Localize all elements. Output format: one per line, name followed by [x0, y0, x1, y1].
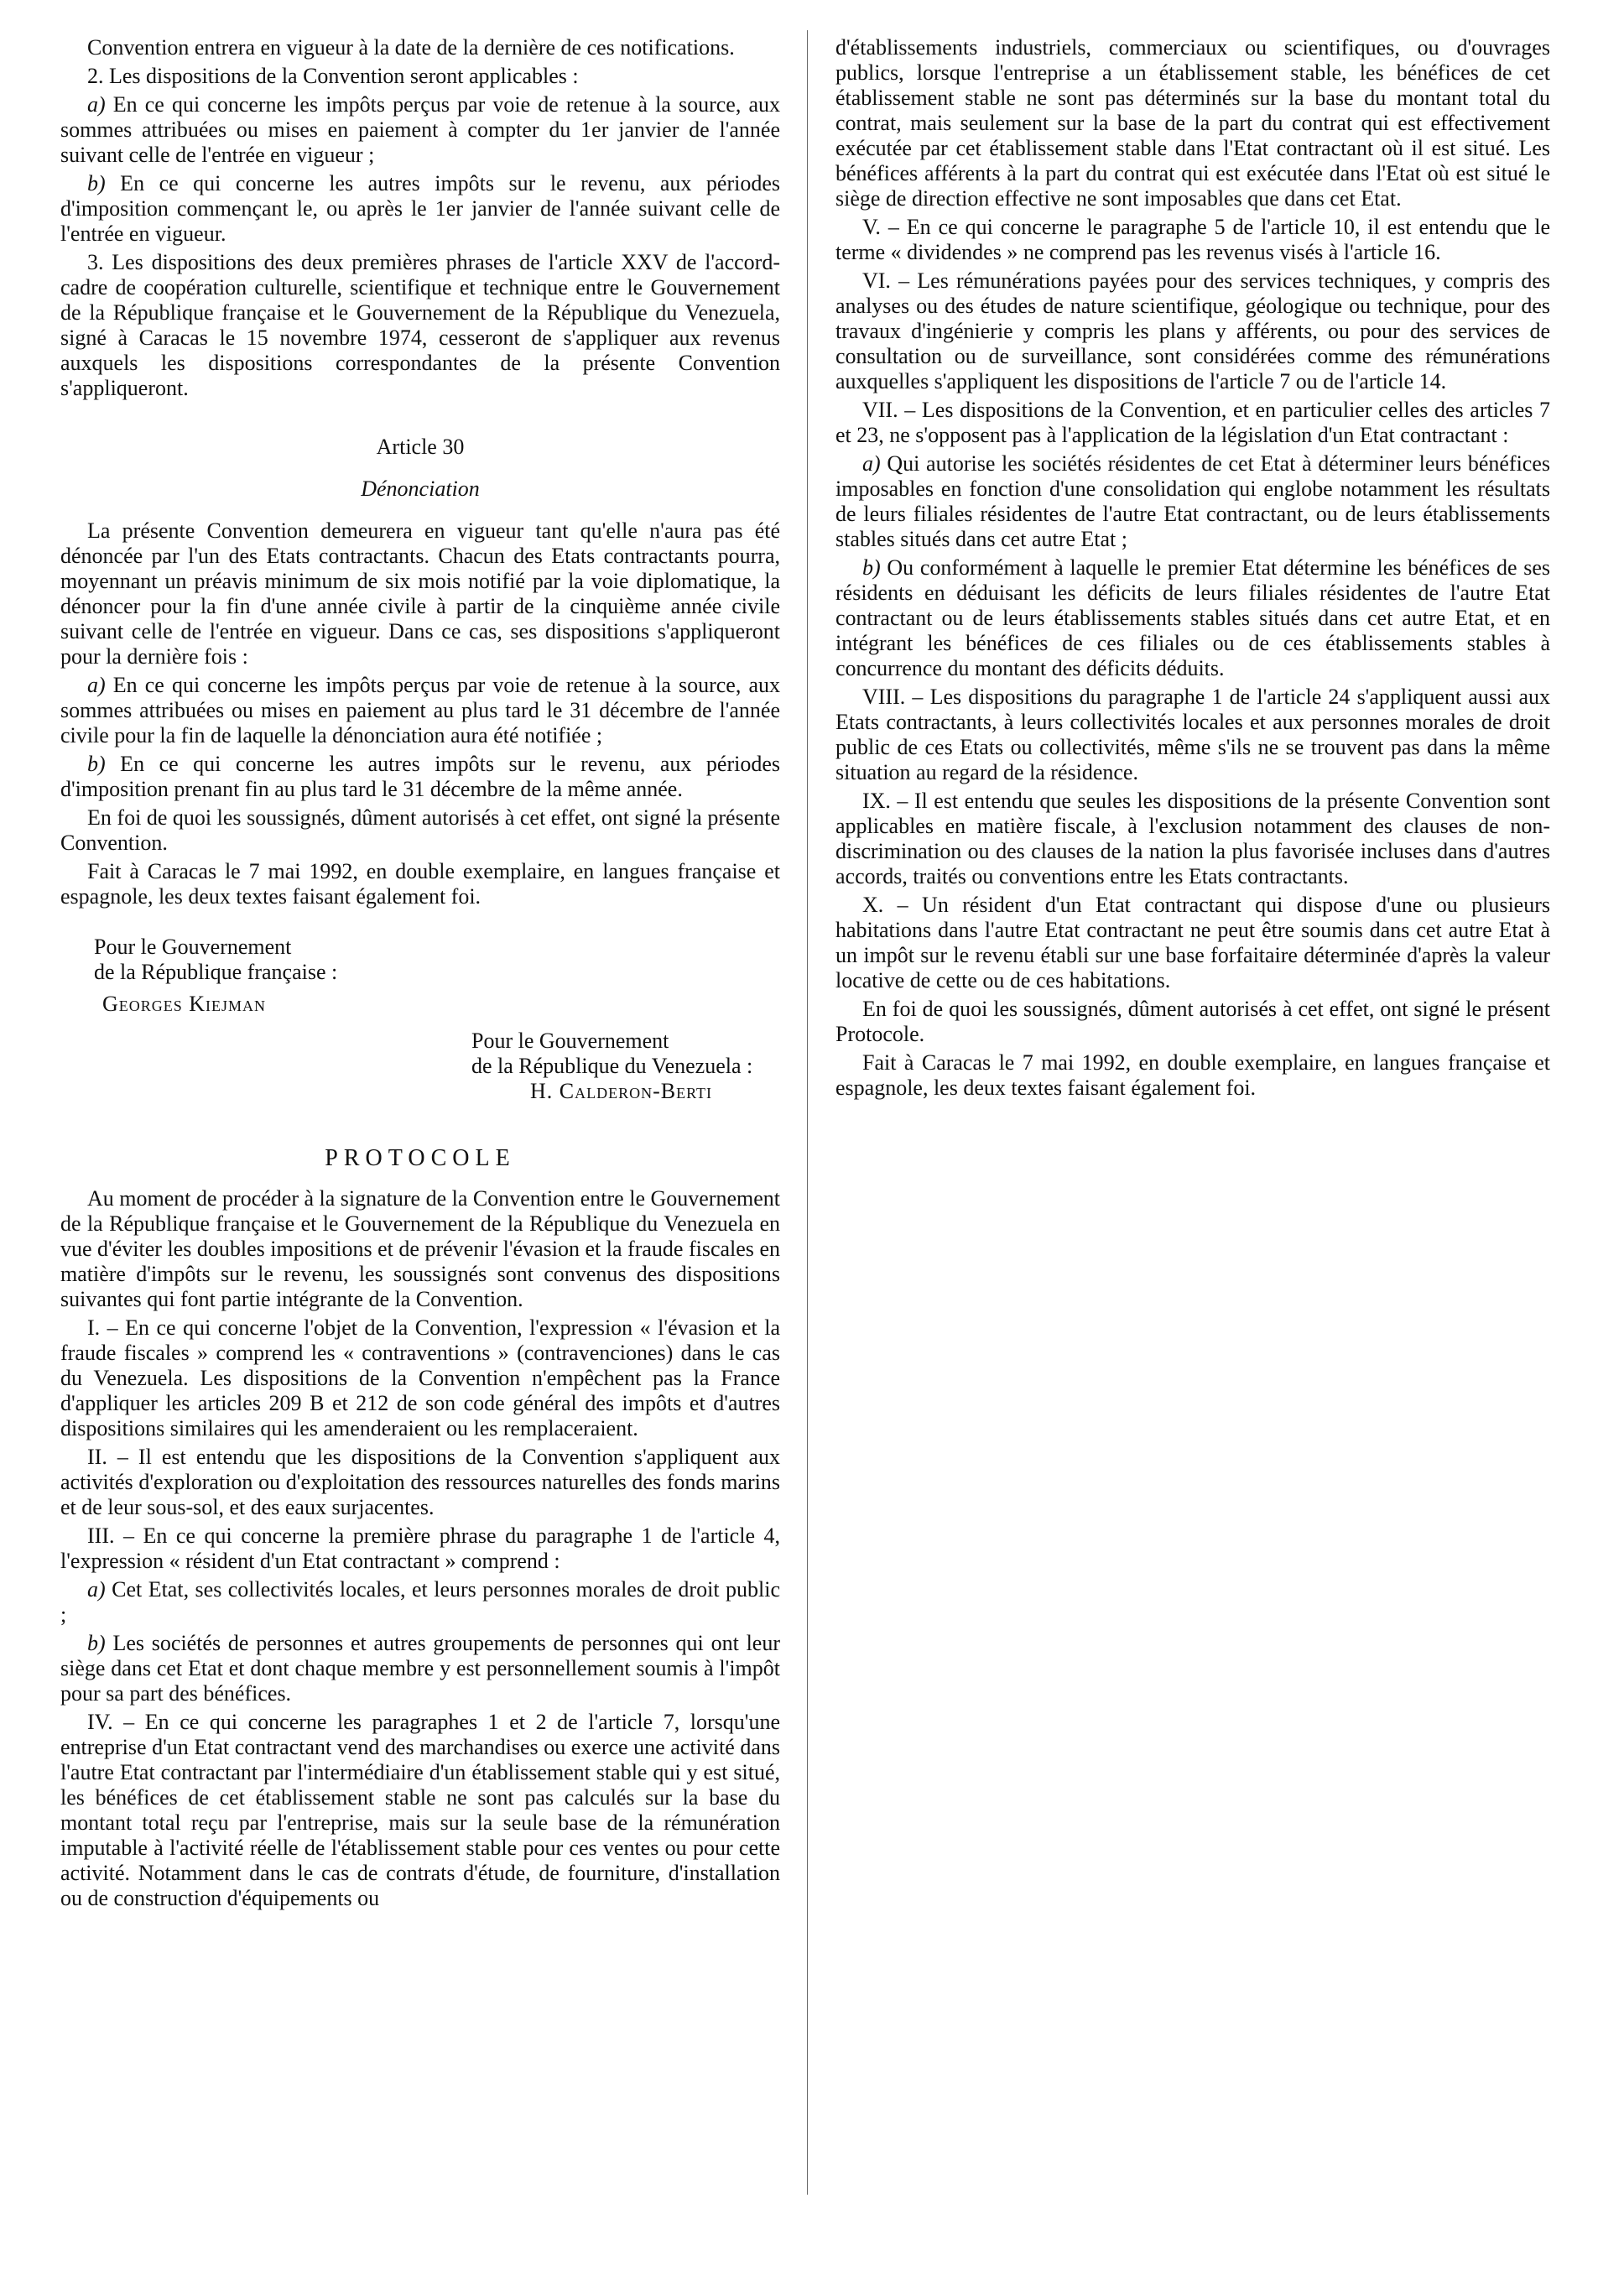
subparagraph-letter: b) [87, 752, 106, 776]
paragraph-text: III. – En ce qui concerne la première phrase du paragraphe 1 de l'article 4, l'expression « résident d'un Etat contractant » comprend : [60, 1524, 780, 1573]
paragraph [835, 789, 1550, 889]
paragraph-text: d'établissements industriels, commerciaux ou scientifiques, ou d'ouvrages publics, lorsque l'entreprise a un établissement stable, les bénéfices de cet établissement stable ne sont pas déterminés sur la base du montant total du contrat, mais seulement sur la base de la part du contrat qui est effectivement exécutée par cet établissement stable dans l'Etat contractant où il est situé. Les bénéfices afférents à la part du contrat qui est exécutée dans l'Etat où est situé le siège de direction effective ne sont imposables que dans cet Etat. [835, 35, 1550, 211]
paragraph-text: Les sociétés de personnes et autres groupements de personnes qui ont leur siège dans cet Etat et dont chaque membre y est personnellement soumis à l'impôt pour sa part des bénéfices. [60, 1631, 780, 1706]
article-subtitle: Dénonciation [361, 477, 480, 501]
signatory-france-line1: Pour le Gouvernement [94, 935, 292, 959]
paragraph [60, 35, 780, 60]
paragraph-text: IX. – Il est entendu que seules les dispositions de la présente Convention sont applicables en matière fiscale, à l'exclusion notamment des clauses de non-discrimination ou des clauses de la nation la plus favorisée incluses dans d'autres accords, traités ou conventions entre les Etats contractants. [835, 789, 1550, 888]
paragraph-text: VII. – Les dispositions de la Convention, et en particulier celles des articles 7 et 23, ne s'opposent pas à l'application de la législation d'un Etat contractant : [835, 398, 1550, 447]
signatory-venezuela-name: H. Calderon-Berti [530, 1079, 713, 1103]
paragraph-text: La présente Convention demeurera en vigueur tant qu'elle n'aura pas été dénoncée par l'un des Etats contractants. Chacun des Etats contractants pourra, moyennant un préavis minimum de six mois notifié par la voie diplomatique, la dénoncer pour la fin d'une année civile à partir de la cinquième année civile suivant celle de l'entrée en vigueur. Dans ce cas, ses dispositions s'appliqueront pour la dernière fois : [60, 518, 780, 669]
subparagraph-letter: a) [862, 451, 881, 476]
paragraph [60, 1445, 780, 1520]
paragraph-text: II. – Il est entendu que les dispositions de la Convention s'appliquent aux activités d'exploration ou d'exploitation des ressources naturelles des fonds marins et de leur sous-sol, et des eaux surjacentes. [60, 1445, 780, 1519]
subparagraph [60, 1577, 780, 1628]
subparagraph [60, 673, 780, 748]
paragraph [835, 35, 1550, 211]
paragraph [835, 268, 1550, 394]
protocole-title: PROTOCOLE [325, 1145, 516, 1171]
subparagraph [835, 451, 1550, 552]
paragraph [835, 893, 1550, 993]
paragraph [60, 518, 780, 669]
paragraph [60, 1524, 780, 1574]
paragraph [835, 398, 1550, 448]
paragraph-text: En ce qui concerne les autres impôts sur le revenu, aux périodes d'imposition prenant fin au plus tard le 31 décembre de la même année. [60, 752, 780, 801]
paragraph-text: Fait à Caracas le 7 mai 1992, en double exemplaire, en langues française et espagnole, les deux textes faisant également foi. [835, 1050, 1550, 1100]
paragraph-text: V. – En ce qui concerne le paragraphe 5 de l'article 10, il est entendu que le terme « dividendes » ne comprend pas les revenus visés à l'article 16. [835, 215, 1550, 264]
paragraph-text: En foi de quoi les soussignés, dûment autorisés à cet effet, ont signé la présente Convention. [60, 805, 780, 855]
paragraph-text: VI. – Les rémunérations payées pour des services techniques, y compris des analyses ou des études de nature scientifique, géologique ou technique, pour des travaux d'ingénierie y compris les plans y afférents, ou pour des services de consultation ou de surveillance, sont considérées comme des rémunérations auxquelles s'appliquent les dispositions de l'article 7 ou de l'article 14. [835, 268, 1550, 393]
subparagraph-letter: a) [87, 92, 106, 117]
paragraph-text: En foi de quoi les soussignés, dûment autorisés à cet effet, ont signé le présent Protocole. [835, 997, 1550, 1046]
paragraph-text: X. – Un résident d'un Etat contractant qui dispose d'une ou plusieurs habitations dans l'autre Etat contractant ne peut être soumis dans cet autre Etat à un impôt sur le revenu établi sur une base forfaitaire déterminée d'après la valeur locative de cette ou de ces habitations. [835, 893, 1550, 992]
protocole-body [60, 1186, 780, 1911]
paragraph [835, 685, 1550, 785]
paragraph [60, 805, 780, 856]
paragraph-text: Fait à Caracas le 7 mai 1992, en double exemplaire, en langues française et espagnole, les deux textes faisant également foi. [60, 859, 780, 909]
paragraph [60, 1186, 780, 1312]
paragraph-text: En ce qui concerne les impôts perçus par voie de retenue à la source, aux sommes attribuées ou mises en paiement à compter du 1er janvier de l'année suivant celle de l'entrée en vigueur ; [60, 92, 780, 167]
paragraph-text: 2. Les dispositions de la Convention seront applicables : [87, 64, 579, 88]
left-column [60, 35, 780, 1914]
paragraph-text: En ce qui concerne les autres impôts sur le revenu, aux périodes d'imposition commençant le, ou après le 1er janvier de l'année suivant celle de l'entrée en vigueur. [60, 171, 780, 246]
subparagraph [60, 752, 780, 802]
signatory-france-name: Georges Kiejman [102, 992, 267, 1016]
signatory-venezuela-line1: Pour le Gouvernement [471, 1029, 669, 1053]
right-column [835, 35, 1550, 1104]
paragraph-text: Qui autorise les sociétés résidentes de cet Etat à déterminer leurs bénéfices imposables en fonction d'une consolidation qui englobe notamment les résultats de leurs filiales résidentes de l'autre Etat contractant, ou de leurs établissements stables situés dans cet autre Etat ; [835, 451, 1550, 551]
paragraph [60, 1710, 780, 1911]
paragraph-text: VIII. – Les dispositions du paragraphe 1 de l'article 24 s'appliquent aussi aux Etats contractants, à leurs collectivités locales et aux personnes morales de droit public de ces Etats ou collectivités, même s'ils ne se trouvent pas dans la même situation au regard de la résidence. [835, 685, 1550, 784]
subparagraph-letter: b) [862, 555, 881, 580]
column-divider [807, 30, 808, 2195]
paragraph-text: Ou conformément à laquelle le premier Etat détermine les bénéfices de ses résidents en déduisant les déficits de leurs filiales résidentes de l'autre Etat contractant ou de leurs établissements stables situés dans cet autre Etat, et en intégrant les bénéfices de ces filiales ou de ces établissements stables à concurrence du montant des déficits déduits. [835, 555, 1550, 680]
paragraph [835, 215, 1550, 265]
protocole-body-continued [835, 35, 1550, 1101]
article-title: Article 30 [376, 435, 465, 459]
paragraph [60, 1315, 780, 1441]
paragraph-text: En ce qui concerne les impôts perçus par voie de retenue à la source, aux sommes attribuées ou mises en paiement au plus tard le 31 décembre de l'année civile pour la fin de laquelle la dénonciation aura été notifiée ; [60, 673, 780, 747]
paragraph-text: Cet Etat, ses collectivités locales, et leurs personnes morales de droit public ; [60, 1577, 780, 1627]
subparagraph-letter: a) [87, 1577, 106, 1602]
signature-block-venezuela [60, 1029, 780, 1104]
signature-block-france [60, 935, 780, 1017]
paragraph-text: I. – En ce qui concerne l'objet de la Convention, l'expression « l'évasion et la fraude fiscales » comprend les « contraventions » (contravenciones) dans le cas du Venezuela. Les dispositions de la Convention n'empêchent pas la France d'appliquer les articles 209 B et 212 de son code général des impôts et d'autres dispositions similaires qui les amenderaient ou les remplaceraient. [60, 1315, 780, 1440]
paragraph-text: IV. – En ce qui concerne les paragraphes 1 et 2 de l'article 7, lorsqu'une entreprise d'un Etat contractant vend des marchandises ou exerce une activité dans l'autre Etat contractant par l'intermédiaire d'un établissement stable qui y est situé, les bénéfices de cet établissement stable ne sont pas calculés sur la base du montant total reçu par l'entreprise, mais sur la seule base de la rémunération imputable à l'activité réelle de l'établissement stable pour ces ventes ou pour cette activité. Notamment dans le cas de contrats d'étude, de fourniture, d'installation ou de construction d'équipements ou [60, 1710, 780, 1910]
subparagraph [60, 171, 780, 247]
paragraph [60, 64, 780, 89]
paragraph-text: Convention entrera en vigueur à la date de la dernière de ces notifications. [87, 35, 735, 60]
signatory-venezuela-line2: de la République du Venezuela : [471, 1054, 753, 1078]
convention-closing-clauses [60, 35, 780, 401]
paragraph [60, 250, 780, 401]
subparagraph-letter: a) [87, 673, 106, 697]
subparagraph-letter: b) [87, 171, 106, 195]
paragraph [835, 997, 1550, 1047]
paragraph-text: 3. Les dispositions des deux premières phrases de l'article XXV de l'accord-cadre de coopération culturelle, scientifique et technique entre le Gouvernement de la République française et le Gouvernement de la République du Venezuela, signé à Caracas le 15 novembre 1974, cesseront de s'appliquer aux revenus auxquels les dispositions correspondantes de la présente Convention s'appliqueront. [60, 250, 780, 400]
subparagraph-letter: b) [87, 1631, 106, 1655]
paragraph-text: Au moment de procéder à la signature de la Convention entre le Gouvernement de la République française et le Gouvernement de la République du Venezuela en vue d'éviter les doubles impositions et de prévenir l'évasion et la fraude fiscales en matière d'impôts sur le revenu, les soussignés sont convenus des dispositions suivantes qui font partie intégrante de la Convention. [60, 1186, 780, 1311]
subparagraph [835, 555, 1550, 681]
signatory-france-line2: de la République française : [94, 960, 338, 984]
subparagraph [60, 1631, 780, 1706]
paragraph [60, 859, 780, 909]
paragraph [835, 1050, 1550, 1101]
article-body [60, 518, 780, 909]
subparagraph [60, 92, 780, 168]
